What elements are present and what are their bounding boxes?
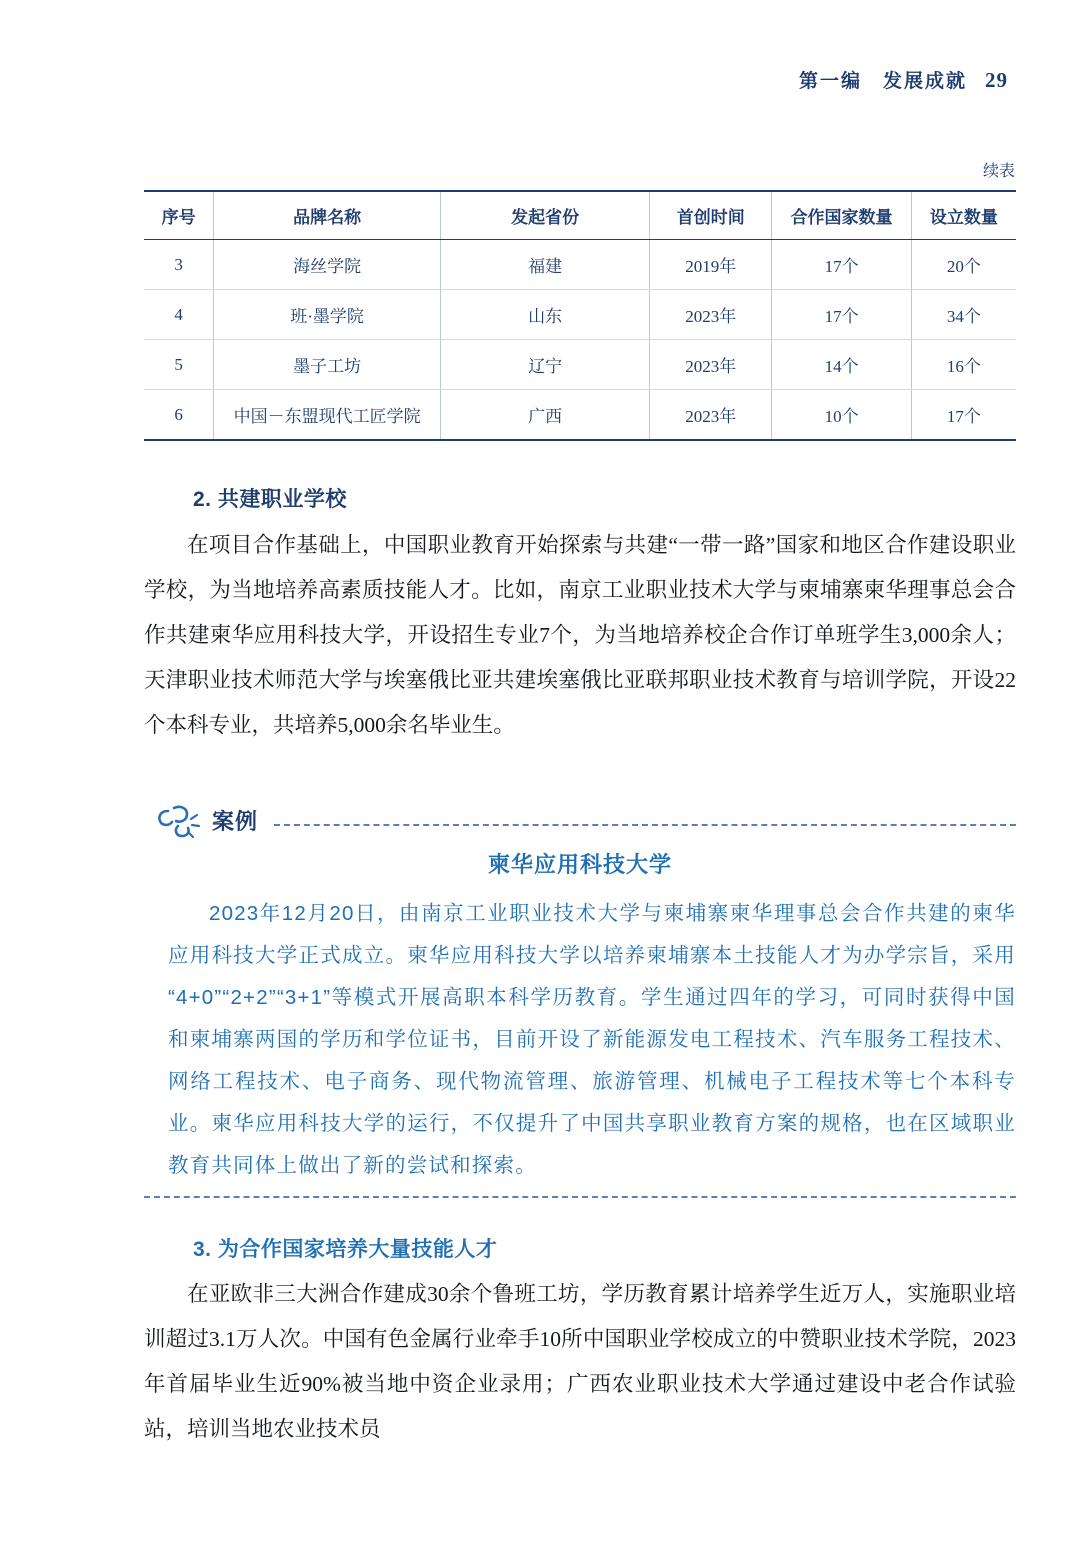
cell-prov: 辽宁 [440, 340, 649, 390]
cell-brand: 海丝学院 [214, 240, 441, 290]
table-header-row [144, 191, 1016, 240]
col-header-time: 首创时间 [650, 191, 772, 240]
cell-setup: 16个 [911, 340, 1016, 390]
col-header-prov: 发起省份 [440, 191, 649, 240]
cell-no: 5 [144, 340, 214, 390]
cell-no: 6 [144, 390, 214, 441]
chain-link-icon [154, 802, 204, 842]
cell-count: 17个 [772, 290, 912, 340]
running-head-part: 第一编 发展成就 [798, 71, 967, 92]
table-row [144, 340, 1016, 390]
cell-prov: 广西 [440, 390, 649, 441]
case-label: 案例 [212, 809, 259, 834]
table-row [144, 390, 1016, 441]
table-header [144, 191, 1016, 240]
cell-count: 14个 [772, 340, 912, 390]
table-continued-label: 续表 [982, 163, 1015, 180]
cell-brand: 墨子工坊 [214, 340, 441, 390]
table-body [144, 240, 1016, 441]
cell-count: 17个 [772, 240, 912, 290]
cell-time: 2023年 [650, 290, 772, 340]
cell-setup: 17个 [911, 390, 1016, 441]
cell-brand: 中国－东盟现代工匠学院 [214, 390, 441, 441]
col-header-brand: 品牌名称 [214, 191, 441, 240]
running-head [799, 66, 1008, 93]
brand-table-wrapper [144, 190, 1016, 441]
case-block-header [144, 802, 1016, 844]
brand-table [144, 190, 1016, 441]
case-divider-bottom [144, 1196, 1016, 1198]
cell-time: 2023年 [650, 340, 772, 390]
paragraph-text: 在项目合作基础上，中国职业教育开始探索与共建“一带一路”国家和地区合作建设职业学校，为当地培养高素质技能人才。比如，南京工业职业技术大学与柬埔寨柬华理事总会合作共建柬华应用科技大学，开设招生专业7个，为当地培养校企合作订单班学生3,000余人；天津职业技术师范大学与埃塞俄比亚共建埃塞俄比亚联邦职业技术教育与培训学院，开设22个本科专业，共培养5,000余名毕业生。 [144, 533, 1016, 737]
cell-prov: 福建 [440, 240, 649, 290]
col-header-no: 序号 [144, 191, 214, 240]
section-paragraph-2 [144, 523, 1016, 748]
cell-no: 3 [144, 240, 214, 290]
case-divider-top [274, 824, 1016, 826]
cell-count: 10个 [772, 390, 912, 441]
section-paragraph-3 [144, 1272, 1016, 1452]
page-number: 29 [985, 68, 1008, 92]
cell-time: 2019年 [650, 240, 772, 290]
section-heading-2: 2. 共建职业学校 [193, 488, 347, 511]
cell-brand: 班·墨学院 [214, 290, 441, 340]
table-row [144, 290, 1016, 340]
case-body-text: 2023年12月20日，由南京工业职业技术大学与柬埔寨柬华理事总会合作共建的柬华应用科技大学正式成立。柬华应用科技大学以培养柬埔寨本土技能人才为办学宗旨，采用“4+0”“2+2”“3+1”等模式开展高职本科学历教育。学生通过四年的学习，可同时获得中国和柬埔寨两国的学历和学位证书，目前开设了新能源发电工程技术、汽车服务工程技术、网络工程技术、电子商务、现代物流管理、旅游管理、机械电子工程技术等七个本科专业。柬华应用科技大学的运行，不仅提升了中国共享职业教育方案的规格，也在区域职业教育共同体上做出了新的尝试和探索。 [168, 902, 1016, 1177]
cell-no: 4 [144, 290, 214, 340]
case-title: 柬华应用科技大学 [487, 852, 672, 877]
cell-time: 2023年 [650, 390, 772, 441]
cell-setup: 34个 [911, 290, 1016, 340]
section-heading-3: 3. 为合作国家培养大量技能人才 [193, 1238, 498, 1261]
cell-setup: 20个 [911, 240, 1016, 290]
case-body [168, 893, 1016, 1187]
cell-prov: 山东 [440, 290, 649, 340]
col-header-setup: 设立数量 [911, 191, 1016, 240]
table-row [144, 240, 1016, 290]
paragraph-text: 在亚欧非三大洲合作建成30余个鲁班工坊，学历教育累计培养学生近万人，实施职业培训超过3.1万人次。中国有色金属行业牵手10所中国职业学校成立的中赞职业技术学院，2023年首届毕业生近90%被当地中资企业录用；广西农业职业技术大学通过建设中老合作试验站，培训当地农业技术员 [144, 1282, 1016, 1441]
col-header-count: 合作国家数量 [772, 191, 912, 240]
